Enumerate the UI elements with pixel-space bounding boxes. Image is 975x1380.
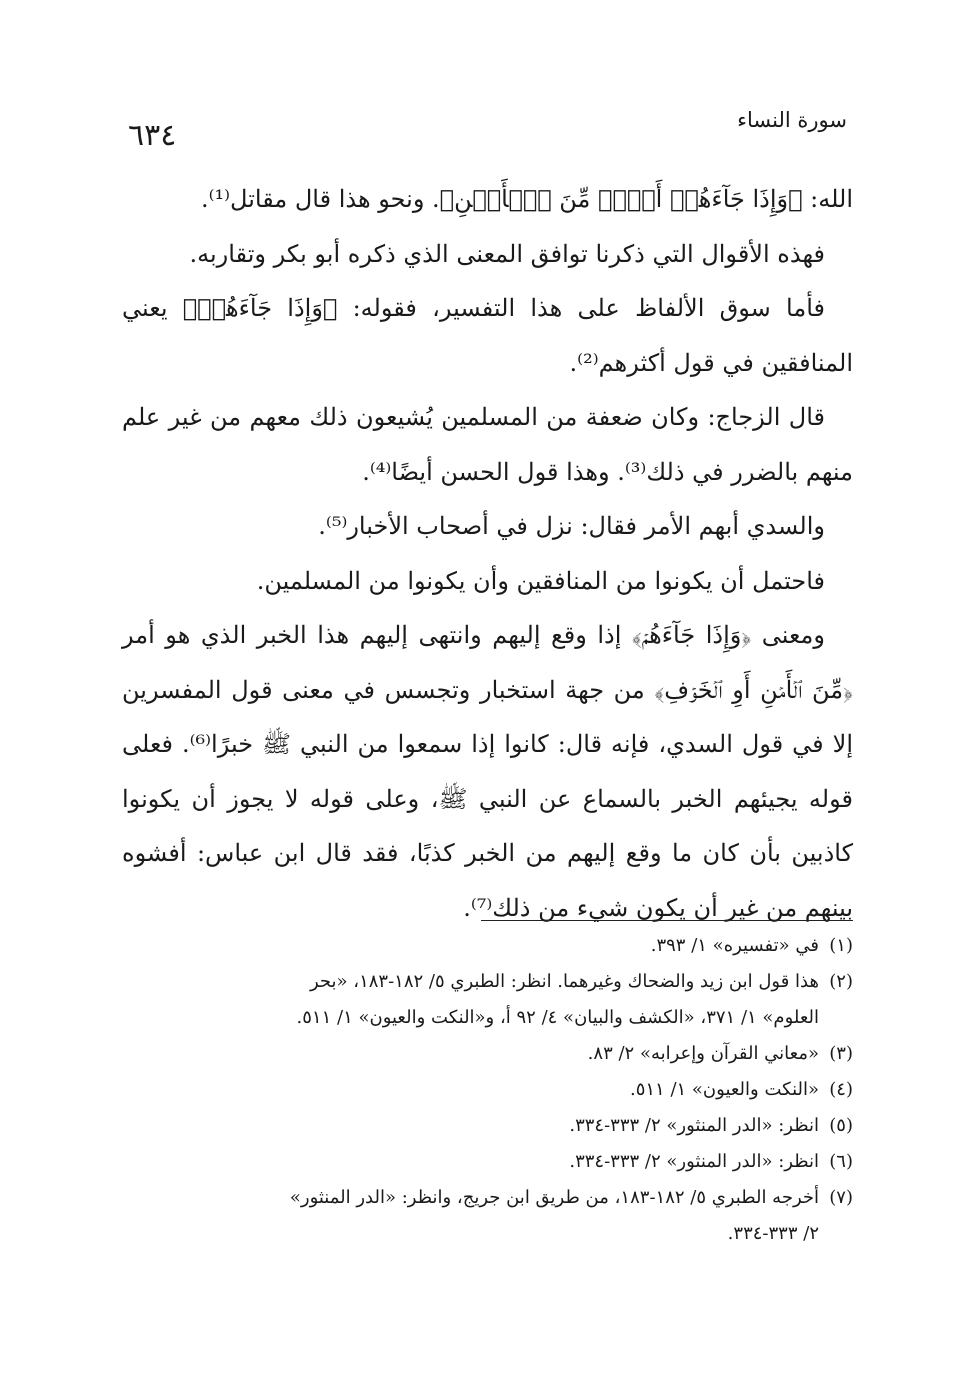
footnote-item <box>120 1108 853 1144</box>
paragraph: ومعنى ﴿وَإِذَا جَآءَهُمۡ﴾ إذا وقع إليهم وانتهى إليهم هذا الخبر الذي هو أمر ﴿مِّنَ ٱلۡأَمۡنِ أَوِ ٱلۡخَوۡفِ﴾ من جهة استخبار وتجسس في معنى قول المفسرين إلا في قول السدي، فإنه قال: كانوا إذا سمعوا من النبي ﷺ خبرًا⁽⁶⁾. فعلى قوله يجيئهم الخبر بالسماع عن النبي ﷺ، وعلى قوله لا يجوز أن يكونوا كاذبين بأن كان ما وقع إليهم من الخبر كذبًا، فقد قال ابن عباس: أفشوه بينهم من غير أن يكون شيء من ذلك⁽⁷⁾. <box>122 621 854 922</box>
footnote-text: انظر: «الدر المنثور» ٢/ ٣٣٣-٣٣٤. <box>569 1151 819 1172</box>
footnote-number: (٤) <box>829 1079 853 1100</box>
paragraph: الله: ﴿وَإِذَا جَآءَهُمۡ أَمۡرٞ مِّنَ ٱلۡأَمۡنِ﴾. ونحو هذا قال مقاتل⁽¹⁾. <box>201 185 853 213</box>
page-header <box>128 108 847 156</box>
footnote-number: (٣) <box>829 1043 853 1064</box>
footnote-number: (٧) <box>829 1187 853 1208</box>
footnote-item <box>120 964 853 1000</box>
footnote-divider <box>481 920 853 921</box>
footnote-number: (٦) <box>829 1151 853 1172</box>
paragraph: فهذه الأقوال التي ذكرنا توافق المعنى الذي ذكره أبو بكر وتقاربه. <box>189 239 825 268</box>
paragraph: فأما سوق الألفاظ على هذا التفسير، فقوله: ﴿وَإِذَا جَآءَهُمۡ﴾ يعني المنافقين في قول أكثرهم⁽²⁾. <box>122 294 853 377</box>
page-number: ٦٣٤ <box>128 118 177 153</box>
footnote-item <box>120 1180 853 1216</box>
footnote-item <box>120 1036 853 1072</box>
running-title: سورة النساء <box>737 108 847 132</box>
paragraph: قال الزجاج: وكان ضعفة من المسلمين يُشيعون ذلك معهم من غير علم منهم بالضرر في ذلك⁽³⁾. وهذا قول الحسن أيضًا⁽⁴⁾. <box>122 403 853 486</box>
footnote-continuation: ٢/ ٣٣٣-٣٣٤. <box>727 1223 819 1244</box>
paragraph: فاحتمل أن يكونوا من المنافقين وأن يكونوا من المسلمين. <box>256 566 825 595</box>
footnote-text: أخرجه الطبري ٥/ ١٨٢-١٨٣، من طريق ابن جريج، وانظر: «الدر المنثور» <box>289 1187 819 1208</box>
footnote-text: «معاني القرآن وإعرابه» ٢/ ٨٣. <box>587 1043 819 1064</box>
footnote-item <box>120 1144 853 1180</box>
paragraph: والسدي أبهم الأمر فقال: نزل في أصحاب الأخبار⁽⁵⁾. <box>318 512 825 540</box>
footnotes <box>120 928 853 1252</box>
footnote-number: (٢) <box>829 971 853 992</box>
footnote-item <box>120 1072 853 1108</box>
footnote-text: في «تفسيره» ١/ ٣٩٣. <box>650 935 819 956</box>
footnote-text: «النكت والعيون» ١/ ٥١١. <box>629 1079 819 1100</box>
footnote-text: انظر: «الدر المنثور» ٢/ ٣٣٣-٣٣٤. <box>569 1115 819 1136</box>
footnote-item <box>120 928 853 964</box>
body-text <box>122 172 853 935</box>
footnote-number: (١) <box>829 935 853 956</box>
footnote-continuation: العلوم» ١/ ٣٧١، «الكشف والبيان» ٤/ ٩٢ أ، و«النكت والعيون» ١/ ٥١١. <box>296 1007 819 1028</box>
footnote-text: هذا قول ابن زيد والضحاك وغيرهما. انظر: الطبري ٥/ ١٨٢-١٨٣، «بحر <box>309 971 819 992</box>
footnote-number: (٥) <box>829 1115 853 1136</box>
